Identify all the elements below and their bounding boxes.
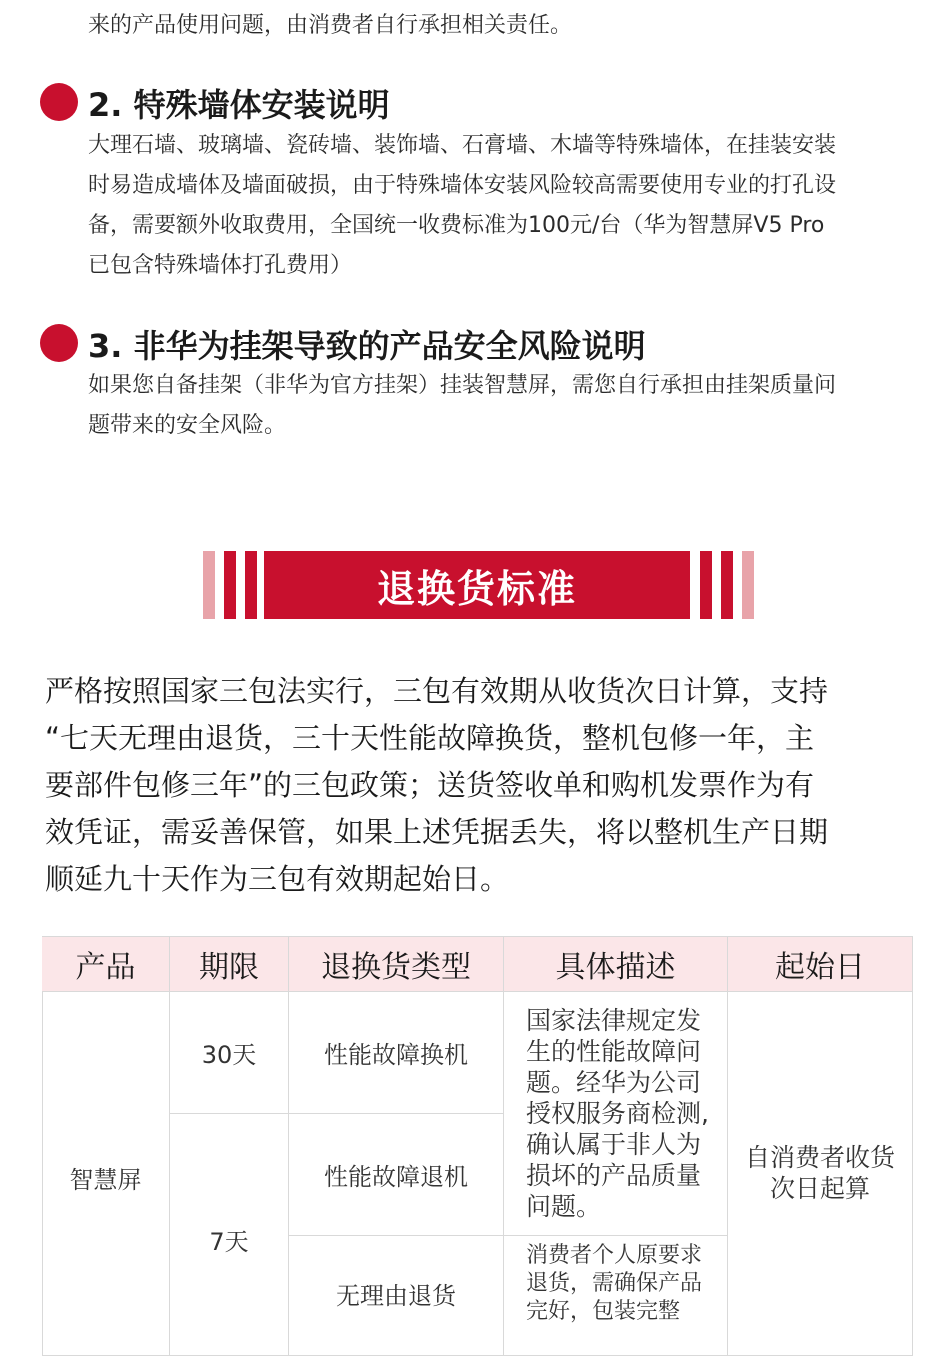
desc-line: 消费者个人原要求	[526, 1243, 703, 1268]
cell-product: 智慧屏	[42, 992, 170, 1356]
cell-type-exchange: 性能故障换机	[289, 992, 504, 1114]
desc-line: 损坏的产品质量	[526, 1161, 702, 1190]
section-title-special-wall: 2. 特殊墙体安装说明	[88, 86, 390, 124]
text-line: 顺延九十天作为三包有效期起始日。	[45, 862, 510, 896]
text-line: 严格按照国家三包法实行，三包有效期从收货次日计算，支持	[45, 674, 829, 708]
text-line: 效凭证，需妥善保管，如果上述凭据丢失，将以整机生产日期	[45, 815, 829, 849]
desc-line: 国家法律规定发	[526, 1006, 702, 1035]
start-line: 自消费者收货	[744, 1143, 895, 1172]
banner-title: 退换货标准	[264, 551, 690, 619]
cell-period-30: 30天	[170, 992, 289, 1114]
cell-desc-no-reason	[504, 1236, 728, 1356]
text-line: 题带来的安全风险。	[88, 413, 287, 438]
header-type: 退换货类型	[289, 936, 504, 992]
text-line: “七天无理由退货，三十天性能故障换货，整机包修一年，主	[45, 721, 815, 755]
text-line: 要部件包修三年”的三包政策；送货签收单和购机发票作为有	[45, 768, 815, 802]
cell-type-no-reason: 无理由退货	[289, 1236, 504, 1356]
text-line: 如果您自备挂架（非华为官方挂架）挂装智慧屏，需您自行承担由挂架质量问	[88, 373, 837, 398]
section-title-bracket-risk: 3. 非华为挂架导致的产品安全风险说明	[88, 327, 646, 365]
cell-desc-fault	[504, 992, 728, 1236]
text-line: 备，需要额外收取费用，全国统一收费标准为100元/台（华为智慧屏V5 Pro	[88, 213, 825, 238]
return-policy-table	[42, 936, 913, 1356]
desc-line: 授权服务商检测,	[526, 1099, 709, 1128]
header-product: 产品	[42, 936, 170, 992]
header-start-date: 起始日	[728, 936, 913, 992]
desc-line: 确认属于非人为	[526, 1130, 702, 1159]
continuation-text: 来的产品使用问题，由消费者自行承担相关责任。	[88, 13, 573, 38]
desc-line: 退货，需确保产品	[526, 1271, 703, 1296]
cell-period-7: 7天	[170, 1114, 289, 1356]
desc-line: 完好，包装完整	[526, 1299, 681, 1324]
text-line: 时易造成墙体及墙面破损，由于特殊墙体安装风险较高需要使用专业的打孔设	[88, 173, 837, 198]
header-period: 期限	[170, 936, 289, 992]
text-line: 大理石墙、玻璃墙、瓷砖墙、装饰墙、石膏墙、木墙等特殊墙体，在挂装安装	[88, 133, 837, 158]
text-line: 已包含特殊墙体打孔费用）	[88, 253, 353, 278]
desc-line: 题。经华为公司	[526, 1068, 702, 1097]
banner-stripe	[245, 551, 257, 619]
start-line: 次日起算	[769, 1174, 870, 1203]
section-body-bracket-risk	[88, 366, 918, 446]
banner-stripe	[203, 551, 215, 619]
desc-line: 问题。	[526, 1192, 602, 1221]
section-bullet-icon	[40, 83, 78, 121]
section-bullet-icon	[40, 324, 78, 362]
desc-line: 生的性能故障问	[526, 1037, 702, 1066]
banner-stripe	[700, 551, 712, 619]
section-body-special-wall	[88, 126, 918, 286]
cell-type-return: 性能故障退机	[289, 1114, 504, 1236]
banner-stripe	[224, 551, 236, 619]
return-policy-intro	[45, 668, 915, 903]
cell-start-date	[728, 992, 913, 1356]
banner-stripe	[721, 551, 733, 619]
header-description: 具体描述	[504, 936, 728, 992]
banner-stripe	[742, 551, 754, 619]
